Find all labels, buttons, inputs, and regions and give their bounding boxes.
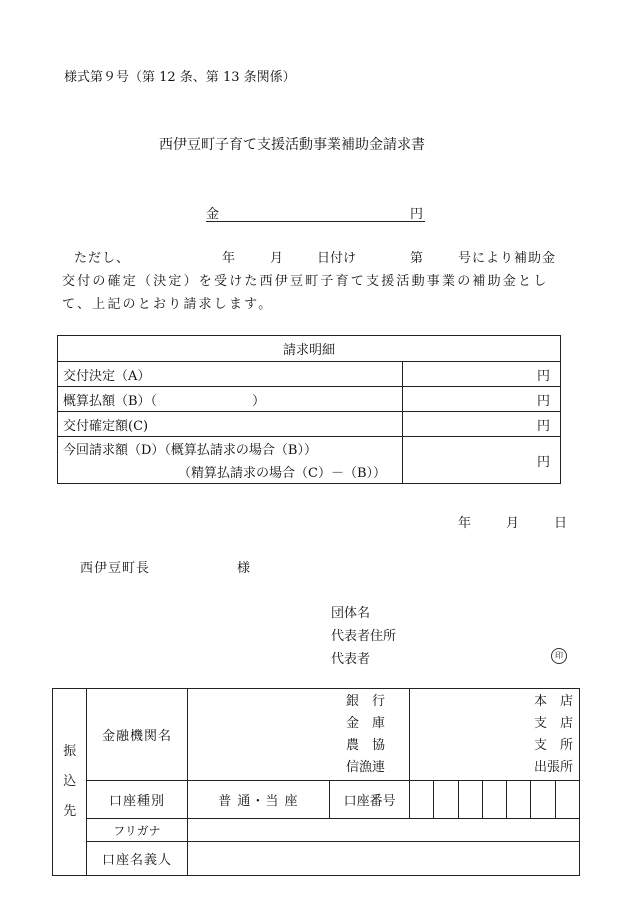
body-line1-start: ただし、 xyxy=(74,251,131,266)
branch-cell[interactable] xyxy=(410,689,580,781)
holder-field[interactable] xyxy=(187,842,579,876)
row-label: 概算払額（B）（ xyxy=(63,393,158,409)
body-day-ref: 日付け xyxy=(317,251,357,266)
amount-prefix: 金 xyxy=(206,207,220,222)
amount-line xyxy=(206,203,425,222)
table-row xyxy=(58,387,561,412)
holder-label: 口座名義人 xyxy=(87,842,187,876)
account-type-label: 口座種別 xyxy=(87,781,187,819)
institution-type: 金 庫 xyxy=(346,715,386,731)
row-label: 交付確定額(C) xyxy=(58,412,403,437)
body-line1-end: 号により補助金 xyxy=(458,251,557,266)
account-digit[interactable] xyxy=(482,781,506,819)
org-label: 団体名 xyxy=(331,606,371,621)
institution-type: 銀 行 xyxy=(346,693,386,709)
body-line3: て、上記のとおり請求します。 xyxy=(62,297,274,312)
institution-type: 信漁連 xyxy=(346,759,386,775)
body-year: 年 xyxy=(222,251,236,266)
body-dai: 第 xyxy=(410,251,424,266)
branch-type: 支 所 xyxy=(533,737,573,753)
row-label-cell xyxy=(58,437,403,484)
furigana-field[interactable] xyxy=(187,819,579,842)
row-label-cell xyxy=(58,387,403,412)
bank-table xyxy=(52,688,580,876)
side-char: 込 xyxy=(63,774,77,789)
address-label: 代表者住所 xyxy=(331,629,397,644)
date-year: 年 xyxy=(458,516,472,531)
summary-table xyxy=(57,335,561,484)
row-unit: 円 xyxy=(403,362,561,387)
branch-type: 出張所 xyxy=(533,759,573,775)
table-row xyxy=(58,437,561,484)
row-label: 今回請求額（D）（概算払請求の場合（B）） xyxy=(63,443,317,458)
summary-header: 請求明細 xyxy=(58,336,561,362)
date-day: 日 xyxy=(554,516,568,531)
account-digit[interactable] xyxy=(555,781,579,819)
seal-icon: 印 xyxy=(551,648,567,664)
addressee-honorific: 様 xyxy=(237,561,251,576)
row-unit: 円 xyxy=(403,412,561,437)
institution-cell[interactable] xyxy=(187,689,410,781)
side-char: 振 xyxy=(63,744,77,759)
table-row xyxy=(58,412,561,437)
row-label: 交付決定（A） xyxy=(58,362,403,387)
addressee-name: 西伊豆町長 xyxy=(80,561,151,576)
institution-label: 金融機関名 xyxy=(87,689,187,781)
row-label-close: ） xyxy=(252,393,266,409)
form-number: 様式第９号（第 12 条、第 13 条関係） xyxy=(64,70,296,85)
row-unit: 円 xyxy=(403,437,561,484)
account-type-value[interactable]: 普 通・当 座 xyxy=(187,781,330,819)
rep-label: 代表者 xyxy=(331,652,371,667)
account-digit[interactable] xyxy=(507,781,531,819)
amount-suffix: 円 xyxy=(409,207,423,222)
branch-type: 支 店 xyxy=(533,715,573,731)
account-digit[interactable] xyxy=(410,781,434,819)
account-digit[interactable] xyxy=(531,781,555,819)
body-month: 月 xyxy=(270,251,284,266)
account-digit[interactable] xyxy=(434,781,458,819)
page-title: 西伊豆町子育て支援活動事業補助金請求書 xyxy=(159,137,425,153)
row-label-line2: （精算払請求の場合（C）－（B）） xyxy=(178,466,387,481)
side-char: 先 xyxy=(63,804,77,819)
furigana-label: フリガナ xyxy=(87,819,187,842)
body-line2: 交付の確定（決定）を受けた西伊豆町子育て支援活動事業の補助金とし xyxy=(62,274,549,289)
institution-type: 農 協 xyxy=(346,737,386,753)
account-digit[interactable] xyxy=(458,781,482,819)
branch-type: 本 店 xyxy=(533,693,573,709)
table-row xyxy=(58,362,561,387)
date-month: 月 xyxy=(506,516,520,531)
account-number-label: 口座番号 xyxy=(330,781,410,819)
transfer-side-label xyxy=(53,689,87,876)
row-unit: 円 xyxy=(403,387,561,412)
seal-mark xyxy=(551,648,567,664)
